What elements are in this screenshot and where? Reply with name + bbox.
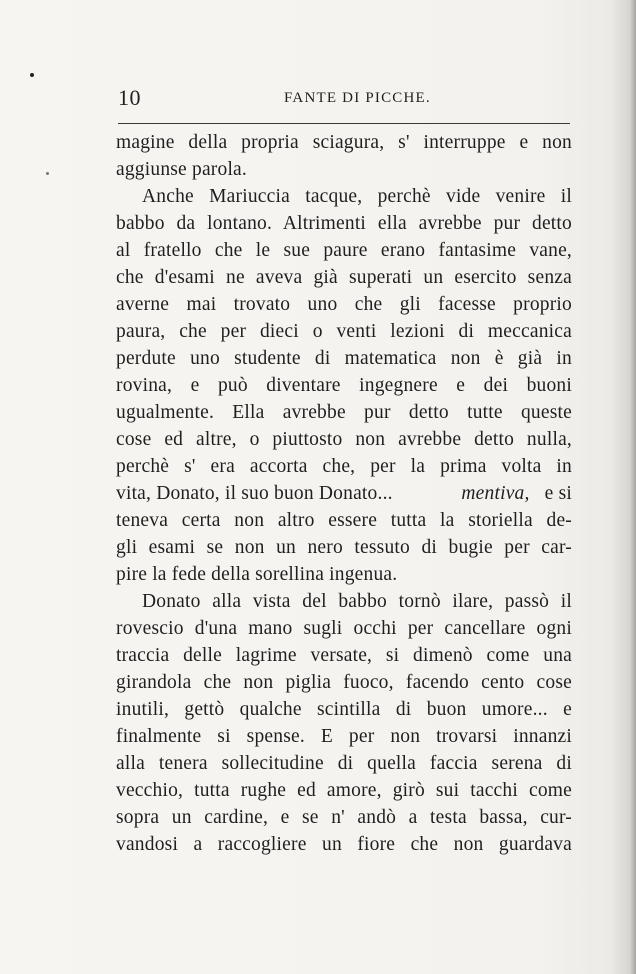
text-line: averne mai trovato uno che gli facesse proprio — [116, 294, 572, 315]
text-line: ugualmente. Ella avrebbe pur detto tutte queste — [116, 402, 572, 423]
page-header — [118, 85, 568, 115]
text-line: pire la fede della sorellina ingenua. — [116, 564, 398, 585]
running-title: FANTE DI PICCHE. — [284, 90, 431, 106]
text-line: rovina, e può diventare ingegnere e dei buoni — [116, 375, 572, 396]
text-line: vandosi a raccogliere un fiore che non guardava — [116, 834, 572, 855]
text-line: al fratello che le sue paure erano fantasime vane, — [116, 240, 572, 261]
text-fragment: vita, Donato, il suo buon Donato... — [116, 483, 393, 504]
text-line: rovescio d'una mano sugli occhi per cancellare ogni — [116, 618, 572, 639]
text-line: babbo da lontano. Altrimenti ella avrebbe pur detto — [116, 213, 572, 234]
text-line: traccia delle lagrime versate, si dimenò come una — [116, 645, 572, 666]
body-text — [116, 129, 572, 858]
header-rule — [118, 123, 570, 124]
ink-speck — [30, 73, 34, 77]
text-line: perdute uno studente di matematica non è già in — [116, 348, 572, 369]
text-line: aggiunse parola. — [116, 159, 247, 180]
text-line: magine della propria sciagura, s' interruppe e non — [116, 132, 572, 153]
text-fragment-group — [461, 480, 572, 507]
text-line: girandola che non piglia fuoco, facendo cento cose — [116, 672, 572, 693]
ink-speck — [46, 172, 49, 175]
page-number: 10 — [118, 85, 141, 110]
text-line: finalmente si spense. E per non trovarsi innanzi — [116, 726, 572, 747]
page-edge-shadow — [630, 0, 636, 974]
text-line: Donato alla vista del babbo tornò ilare, passò il — [142, 591, 572, 612]
emphasized-word: mentiva, — [461, 483, 530, 504]
text-line: inutili, gettò qualche scintilla di buon umore... e — [116, 699, 572, 720]
text-line: che d'esami ne aveva già superati un esercito senza — [116, 267, 572, 288]
text-line: Anche Mariuccia tacque, perchè vide venire il — [142, 186, 572, 207]
text-line: teneva certa non altro essere tutta la storiella de- — [116, 510, 572, 531]
text-fragment: e si — [544, 483, 572, 504]
text-line: alla tenera sollecitudine di quella faccia serena di — [116, 753, 572, 774]
text-line-mixed — [116, 480, 572, 507]
text-line: gli esami se non un nero tessuto di bugie per car- — [116, 537, 572, 558]
text-line: paura, che per dieci o venti lezioni di meccanica — [116, 321, 572, 342]
text-line: cose ed altre, o piuttosto non avrebbe detto nulla, — [116, 429, 572, 450]
text-line: sopra un cardine, e se n' andò a testa bassa, cur- — [116, 807, 572, 828]
text-line: perchè s' era accorta che, per la prima volta in — [116, 456, 572, 477]
text-line: vecchio, tutta rughe ed amore, girò sui tacchi come — [116, 780, 572, 801]
